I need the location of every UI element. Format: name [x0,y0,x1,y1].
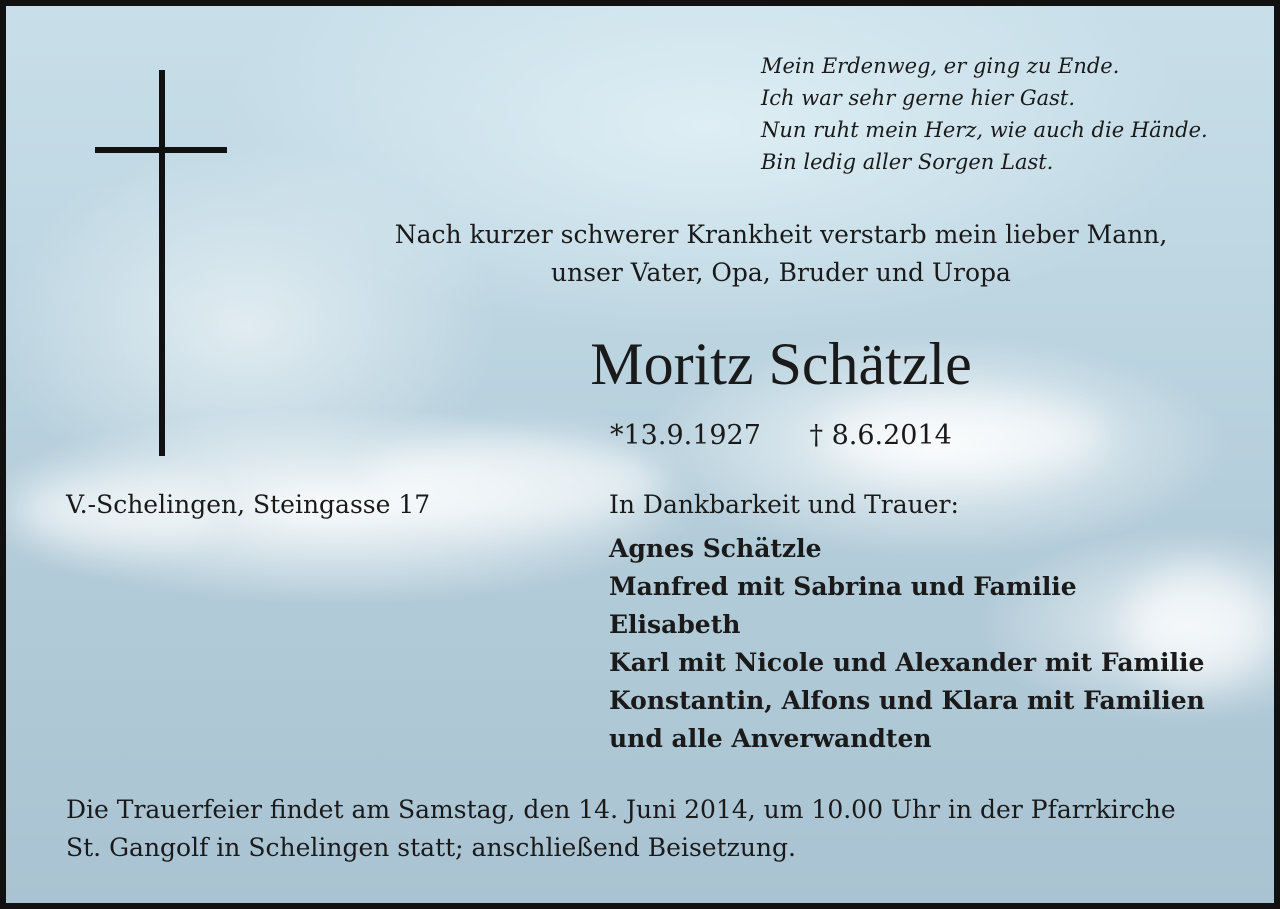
poem-line: Mein Erdenweg, er ging zu Ende. [761,54,1120,78]
mourner: Karl mit Nicole und Alexander mit Familie [609,648,1205,677]
birth-date: *13.9.1927 [610,420,761,451]
service-line: Die Trauerfeier findet am Samstag, den 14. Juni 2014, um 10.00 Uhr in der Pfarrkirche [66,795,1176,824]
address: V.-Schelingen, Steingasse 17 [66,490,431,519]
announcement-line: Nach kurzer schwerer Krankheit verstarb mein lieber Mann, [394,220,1168,249]
poem-line: Ich war sehr gerne hier Gast. [761,86,1076,110]
mourner: Agnes Schätzle [609,534,822,563]
poem-line: Bin ledig aller Sorgen Last. [761,150,1054,174]
mourner: Manfred mit Sabrina und Familie [609,572,1077,601]
death-date: † 8.6.2014 [809,420,952,451]
mourner: Elisabeth [609,610,741,639]
mourner: und alle Anverwandten [609,724,932,753]
service-line: St. Gangolf in Schelingen statt; anschließend Beisetzung. [66,833,796,862]
poem [761,50,1208,178]
poem-line: Nun ruht mein Herz, wie auch die Hände. [761,118,1208,142]
announcement-line: unser Vater, Opa, Bruder und Uropa [551,258,1011,287]
mourners-heading: In Dankbarkeit und Trauer: [609,490,959,519]
death-announcement [326,216,1236,292]
mourners-list [609,530,1205,758]
funeral-service-info [66,791,1256,867]
deceased-name: Moritz Schätzle [590,331,972,397]
mourner: Konstantin, Alfons und Klara mit Familien [609,686,1205,715]
life-dates [610,416,952,456]
